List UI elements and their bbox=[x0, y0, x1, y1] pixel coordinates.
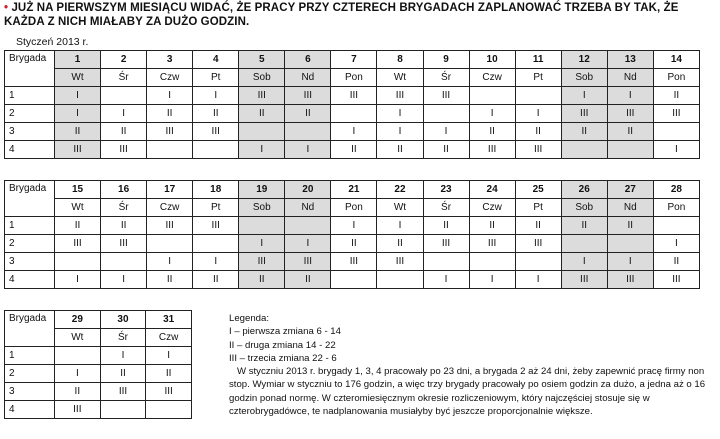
brigade-row bbox=[5, 141, 700, 159]
shift-cell: II bbox=[55, 123, 101, 141]
schedule-table-days-15-28 bbox=[4, 180, 700, 289]
schedule-table-days-1-14 bbox=[4, 50, 700, 159]
shift-cell: I bbox=[239, 141, 285, 159]
shift-cell bbox=[239, 123, 285, 141]
shift-cell bbox=[377, 271, 423, 289]
shift-cell: I bbox=[55, 271, 101, 289]
shift-cell bbox=[423, 253, 469, 271]
shift-cell: I bbox=[469, 105, 515, 123]
shift-cell: II bbox=[469, 217, 515, 235]
shift-cell: I bbox=[331, 217, 377, 235]
shift-cell: II bbox=[561, 217, 607, 235]
shift-cell: I bbox=[607, 87, 653, 105]
weekday-name: Nd bbox=[607, 69, 653, 87]
legend bbox=[229, 312, 719, 418]
day-number: 7 bbox=[331, 51, 377, 69]
day-number: 20 bbox=[285, 181, 331, 199]
shift-cell: I bbox=[285, 235, 331, 253]
day-number: 23 bbox=[423, 181, 469, 199]
shift-cell bbox=[239, 217, 285, 235]
day-number: 4 bbox=[193, 51, 239, 69]
brigade-number: 2 bbox=[5, 365, 55, 383]
shift-cell: I bbox=[515, 105, 561, 123]
day-number-row bbox=[5, 311, 192, 329]
day-number: 25 bbox=[515, 181, 561, 199]
shift-cell: III bbox=[377, 253, 423, 271]
shift-cell: II bbox=[239, 271, 285, 289]
shift-cell: II bbox=[561, 123, 607, 141]
shift-cell: III bbox=[193, 217, 239, 235]
weekday-name: Pon bbox=[331, 199, 377, 217]
heading-bullet: • bbox=[4, 2, 9, 14]
shift-cell: III bbox=[55, 235, 101, 253]
shift-cell bbox=[193, 141, 239, 159]
day-number: 15 bbox=[55, 181, 101, 199]
shift-cell: III bbox=[146, 383, 192, 401]
weekday-name: Nd bbox=[285, 199, 331, 217]
weekday-name: Pt bbox=[193, 199, 239, 217]
day-number: 28 bbox=[653, 181, 699, 199]
shift-cell: II bbox=[653, 253, 699, 271]
shift-cell: I bbox=[147, 253, 193, 271]
shift-cell: III bbox=[147, 123, 193, 141]
brigade-number: 3 bbox=[5, 123, 55, 141]
weekday-name: Wt bbox=[377, 199, 423, 217]
day-number: 11 bbox=[515, 51, 561, 69]
shift-cell: III bbox=[423, 87, 469, 105]
shift-cell: III bbox=[423, 235, 469, 253]
brigade-header: Brygada bbox=[5, 311, 55, 347]
day-number-row bbox=[5, 51, 700, 69]
shift-cell: III bbox=[653, 271, 699, 289]
shift-cell: II bbox=[653, 87, 699, 105]
weekday-name: Sob bbox=[239, 69, 285, 87]
brigade-row bbox=[5, 105, 700, 123]
weekday-name: Czw bbox=[147, 69, 193, 87]
shift-cell: II bbox=[607, 217, 653, 235]
shift-cell bbox=[147, 141, 193, 159]
shift-cell: II bbox=[331, 141, 377, 159]
shift-cell: I bbox=[377, 217, 423, 235]
shift-cell: II bbox=[55, 383, 101, 401]
shift-cell: III bbox=[561, 271, 607, 289]
shift-cell: I bbox=[55, 87, 101, 105]
shift-cell: II bbox=[423, 217, 469, 235]
legend-explanation: W styczniu 2013 r. brygady 1, 3, 4 pracowały po 23 dni, a brygada 2 aż 24 dni, żeby zapewnić pracę firmy non stop. Wymiar w styczniu to 176 godzin, a więc trzy brygady pracowały po osiem godzin za dużo, a jedna aż o 16 godzin ponad normę. W czteromiesięcznym okresie rozliczeniowym, który najczęściej stosuje się w czterobrygadówce, te nadplanowania musiałyby być jeszcze proporcjonalnie większe. bbox=[229, 366, 706, 418]
shift-cell: I bbox=[653, 235, 699, 253]
shift-cell: III bbox=[607, 105, 653, 123]
table-subtitle: Styczeń 2013 r. bbox=[16, 36, 89, 48]
brigade-number: 1 bbox=[5, 347, 55, 365]
shift-cell: III bbox=[561, 105, 607, 123]
shift-cell: I bbox=[101, 271, 147, 289]
day-number-row bbox=[5, 181, 700, 199]
shift-cell bbox=[55, 253, 101, 271]
shift-cell bbox=[653, 123, 699, 141]
day-number: 6 bbox=[285, 51, 331, 69]
schedule-table-days-29-31 bbox=[4, 310, 192, 419]
weekday-name: Czw bbox=[146, 329, 192, 347]
brigade-number: 1 bbox=[5, 87, 55, 105]
shift-cell bbox=[147, 235, 193, 253]
shift-cell: I bbox=[55, 365, 101, 383]
day-number: 21 bbox=[331, 181, 377, 199]
shift-cell: III bbox=[101, 235, 147, 253]
shift-cell: I bbox=[377, 105, 423, 123]
weekday-name: Pt bbox=[193, 69, 239, 87]
brigade-number: 4 bbox=[5, 271, 55, 289]
day-number: 3 bbox=[147, 51, 193, 69]
brigade-row bbox=[5, 253, 700, 271]
day-number: 22 bbox=[377, 181, 423, 199]
weekday-row bbox=[5, 199, 700, 217]
day-number: 1 bbox=[55, 51, 101, 69]
shift-cell bbox=[101, 87, 147, 105]
brigade-row bbox=[5, 347, 192, 365]
shift-cell: I bbox=[193, 87, 239, 105]
day-number: 13 bbox=[607, 51, 653, 69]
shift-cell: III bbox=[331, 253, 377, 271]
legend-title: Legenda: bbox=[229, 313, 270, 324]
shift-cell: III bbox=[515, 141, 561, 159]
brigade-row bbox=[5, 217, 700, 235]
shift-cell: II bbox=[101, 123, 147, 141]
shift-cell: I bbox=[561, 253, 607, 271]
brigade-row bbox=[5, 87, 700, 105]
brigade-row bbox=[5, 271, 700, 289]
day-number: 24 bbox=[469, 181, 515, 199]
shift-cell: II bbox=[377, 235, 423, 253]
shift-cell bbox=[100, 401, 146, 419]
heading-text: JUŻ NA PIERWSZYM MIESIĄCU WIDAĆ, ŻE PRACY PRZY CZTERECH BRYGADACH ZAPLANOWAĆ TRZEBA BY TAK, ŻE KAŻDA Z NICH MIAŁABY ZA DUŻO GODZIN. bbox=[4, 2, 679, 28]
brigade-row bbox=[5, 401, 192, 419]
weekday-name: Czw bbox=[469, 69, 515, 87]
shift-cell: II bbox=[607, 123, 653, 141]
brigade-row bbox=[5, 235, 700, 253]
brigade-number: 2 bbox=[5, 235, 55, 253]
shift-cell: I bbox=[607, 253, 653, 271]
shift-cell bbox=[607, 235, 653, 253]
day-number: 12 bbox=[561, 51, 607, 69]
weekday-name: Pt bbox=[515, 69, 561, 87]
shift-cell: III bbox=[285, 253, 331, 271]
shift-cell bbox=[653, 217, 699, 235]
shift-cell: II bbox=[100, 365, 146, 383]
brigade-number: 4 bbox=[5, 401, 55, 419]
shift-cell: II bbox=[239, 105, 285, 123]
shift-cell: I bbox=[147, 87, 193, 105]
weekday-name: Pt bbox=[515, 199, 561, 217]
shift-cell bbox=[101, 253, 147, 271]
day-number: 29 bbox=[55, 311, 101, 329]
shift-cell: II bbox=[147, 105, 193, 123]
shift-cell: II bbox=[285, 271, 331, 289]
shift-cell bbox=[423, 105, 469, 123]
weekday-name: Pon bbox=[653, 199, 699, 217]
weekday-name: Śr bbox=[423, 69, 469, 87]
weekday-name: Sob bbox=[561, 199, 607, 217]
legend-line-shift-1: I – pierwsza zmiana 6 - 14 bbox=[229, 326, 341, 338]
shift-cell bbox=[515, 87, 561, 105]
day-number: 31 bbox=[146, 311, 192, 329]
weekday-name: Wt bbox=[55, 199, 101, 217]
brigade-number: 1 bbox=[5, 217, 55, 235]
brigade-row bbox=[5, 383, 192, 401]
day-number: 9 bbox=[423, 51, 469, 69]
shift-cell: III bbox=[193, 123, 239, 141]
shift-cell bbox=[331, 105, 377, 123]
shift-cell: II bbox=[146, 365, 192, 383]
shift-cell: I bbox=[146, 347, 192, 365]
weekday-name: Wt bbox=[55, 329, 101, 347]
shift-cell bbox=[193, 235, 239, 253]
weekday-name: Pon bbox=[331, 69, 377, 87]
shift-cell: II bbox=[147, 271, 193, 289]
brigade-number: 3 bbox=[5, 383, 55, 401]
weekday-name: Czw bbox=[147, 199, 193, 217]
weekday-name: Sob bbox=[561, 69, 607, 87]
shift-cell: I bbox=[469, 271, 515, 289]
shift-cell: II bbox=[469, 123, 515, 141]
day-number: 17 bbox=[147, 181, 193, 199]
shift-cell bbox=[285, 123, 331, 141]
shift-cell: I bbox=[285, 141, 331, 159]
shift-cell bbox=[561, 235, 607, 253]
day-number: 27 bbox=[607, 181, 653, 199]
day-number: 18 bbox=[193, 181, 239, 199]
brigade-header: Brygada bbox=[5, 181, 55, 217]
shift-cell bbox=[469, 87, 515, 105]
shift-cell: III bbox=[100, 383, 146, 401]
shift-cell bbox=[146, 401, 192, 419]
shift-cell: I bbox=[239, 235, 285, 253]
weekday-name: Śr bbox=[100, 329, 146, 347]
weekday-name: Wt bbox=[55, 69, 101, 87]
shift-cell bbox=[285, 217, 331, 235]
shift-cell: I bbox=[193, 253, 239, 271]
shift-cell: III bbox=[147, 217, 193, 235]
weekday-name: Nd bbox=[607, 199, 653, 217]
shift-cell: I bbox=[561, 87, 607, 105]
shift-cell: III bbox=[469, 235, 515, 253]
day-number: 19 bbox=[239, 181, 285, 199]
brigade-number: 3 bbox=[5, 253, 55, 271]
weekday-name: Wt bbox=[377, 69, 423, 87]
shift-cell bbox=[607, 141, 653, 159]
shift-cell bbox=[561, 141, 607, 159]
brigade-number: 4 bbox=[5, 141, 55, 159]
shift-cell: III bbox=[515, 235, 561, 253]
day-number: 5 bbox=[239, 51, 285, 69]
shift-cell: II bbox=[101, 217, 147, 235]
shift-cell: III bbox=[55, 141, 101, 159]
shift-cell: II bbox=[55, 217, 101, 235]
day-number: 26 bbox=[561, 181, 607, 199]
shift-cell: III bbox=[101, 141, 147, 159]
shift-cell: I bbox=[101, 105, 147, 123]
weekday-name: Śr bbox=[101, 69, 147, 87]
brigade-row bbox=[5, 365, 192, 383]
weekday-name: Czw bbox=[469, 199, 515, 217]
day-number: 2 bbox=[101, 51, 147, 69]
shift-cell: I bbox=[100, 347, 146, 365]
day-number: 10 bbox=[469, 51, 515, 69]
shift-cell: III bbox=[469, 141, 515, 159]
shift-cell: I bbox=[423, 123, 469, 141]
shift-cell: III bbox=[653, 105, 699, 123]
day-number: 16 bbox=[101, 181, 147, 199]
article-heading bbox=[4, 1, 716, 29]
shift-cell bbox=[469, 253, 515, 271]
shift-cell: II bbox=[193, 105, 239, 123]
brigade-header: Brygada bbox=[5, 51, 55, 87]
weekday-name: Sob bbox=[239, 199, 285, 217]
shift-cell: I bbox=[377, 123, 423, 141]
weekday-name: Śr bbox=[101, 199, 147, 217]
shift-cell: II bbox=[515, 123, 561, 141]
shift-cell: II bbox=[285, 105, 331, 123]
weekday-row bbox=[5, 69, 700, 87]
legend-line-shift-2: II – druga zmiana 14 - 22 bbox=[229, 339, 336, 351]
shift-cell: II bbox=[193, 271, 239, 289]
shift-cell: III bbox=[239, 253, 285, 271]
shift-cell: II bbox=[377, 141, 423, 159]
day-number: 8 bbox=[377, 51, 423, 69]
weekday-name: Nd bbox=[285, 69, 331, 87]
shift-cell: I bbox=[515, 271, 561, 289]
brigade-number: 2 bbox=[5, 105, 55, 123]
shift-cell: II bbox=[423, 141, 469, 159]
shift-cell: III bbox=[285, 87, 331, 105]
legend-line-shift-3: III – trzecia zmiana 22 - 6 bbox=[229, 352, 337, 364]
shift-cell: I bbox=[423, 271, 469, 289]
shift-cell: III bbox=[55, 401, 101, 419]
shift-cell: II bbox=[515, 217, 561, 235]
shift-cell: I bbox=[55, 105, 101, 123]
shift-cell: III bbox=[331, 87, 377, 105]
shift-cell bbox=[55, 347, 101, 365]
brigade-row bbox=[5, 123, 700, 141]
day-number: 30 bbox=[100, 311, 146, 329]
shift-cell bbox=[331, 271, 377, 289]
shift-cell: I bbox=[653, 141, 699, 159]
weekday-name: Śr bbox=[423, 199, 469, 217]
shift-cell: II bbox=[331, 235, 377, 253]
day-number: 14 bbox=[653, 51, 699, 69]
shift-cell: III bbox=[239, 87, 285, 105]
weekday-name: Pon bbox=[653, 69, 699, 87]
shift-cell bbox=[515, 253, 561, 271]
shift-cell: I bbox=[331, 123, 377, 141]
shift-cell: III bbox=[377, 87, 423, 105]
shift-cell: III bbox=[607, 271, 653, 289]
